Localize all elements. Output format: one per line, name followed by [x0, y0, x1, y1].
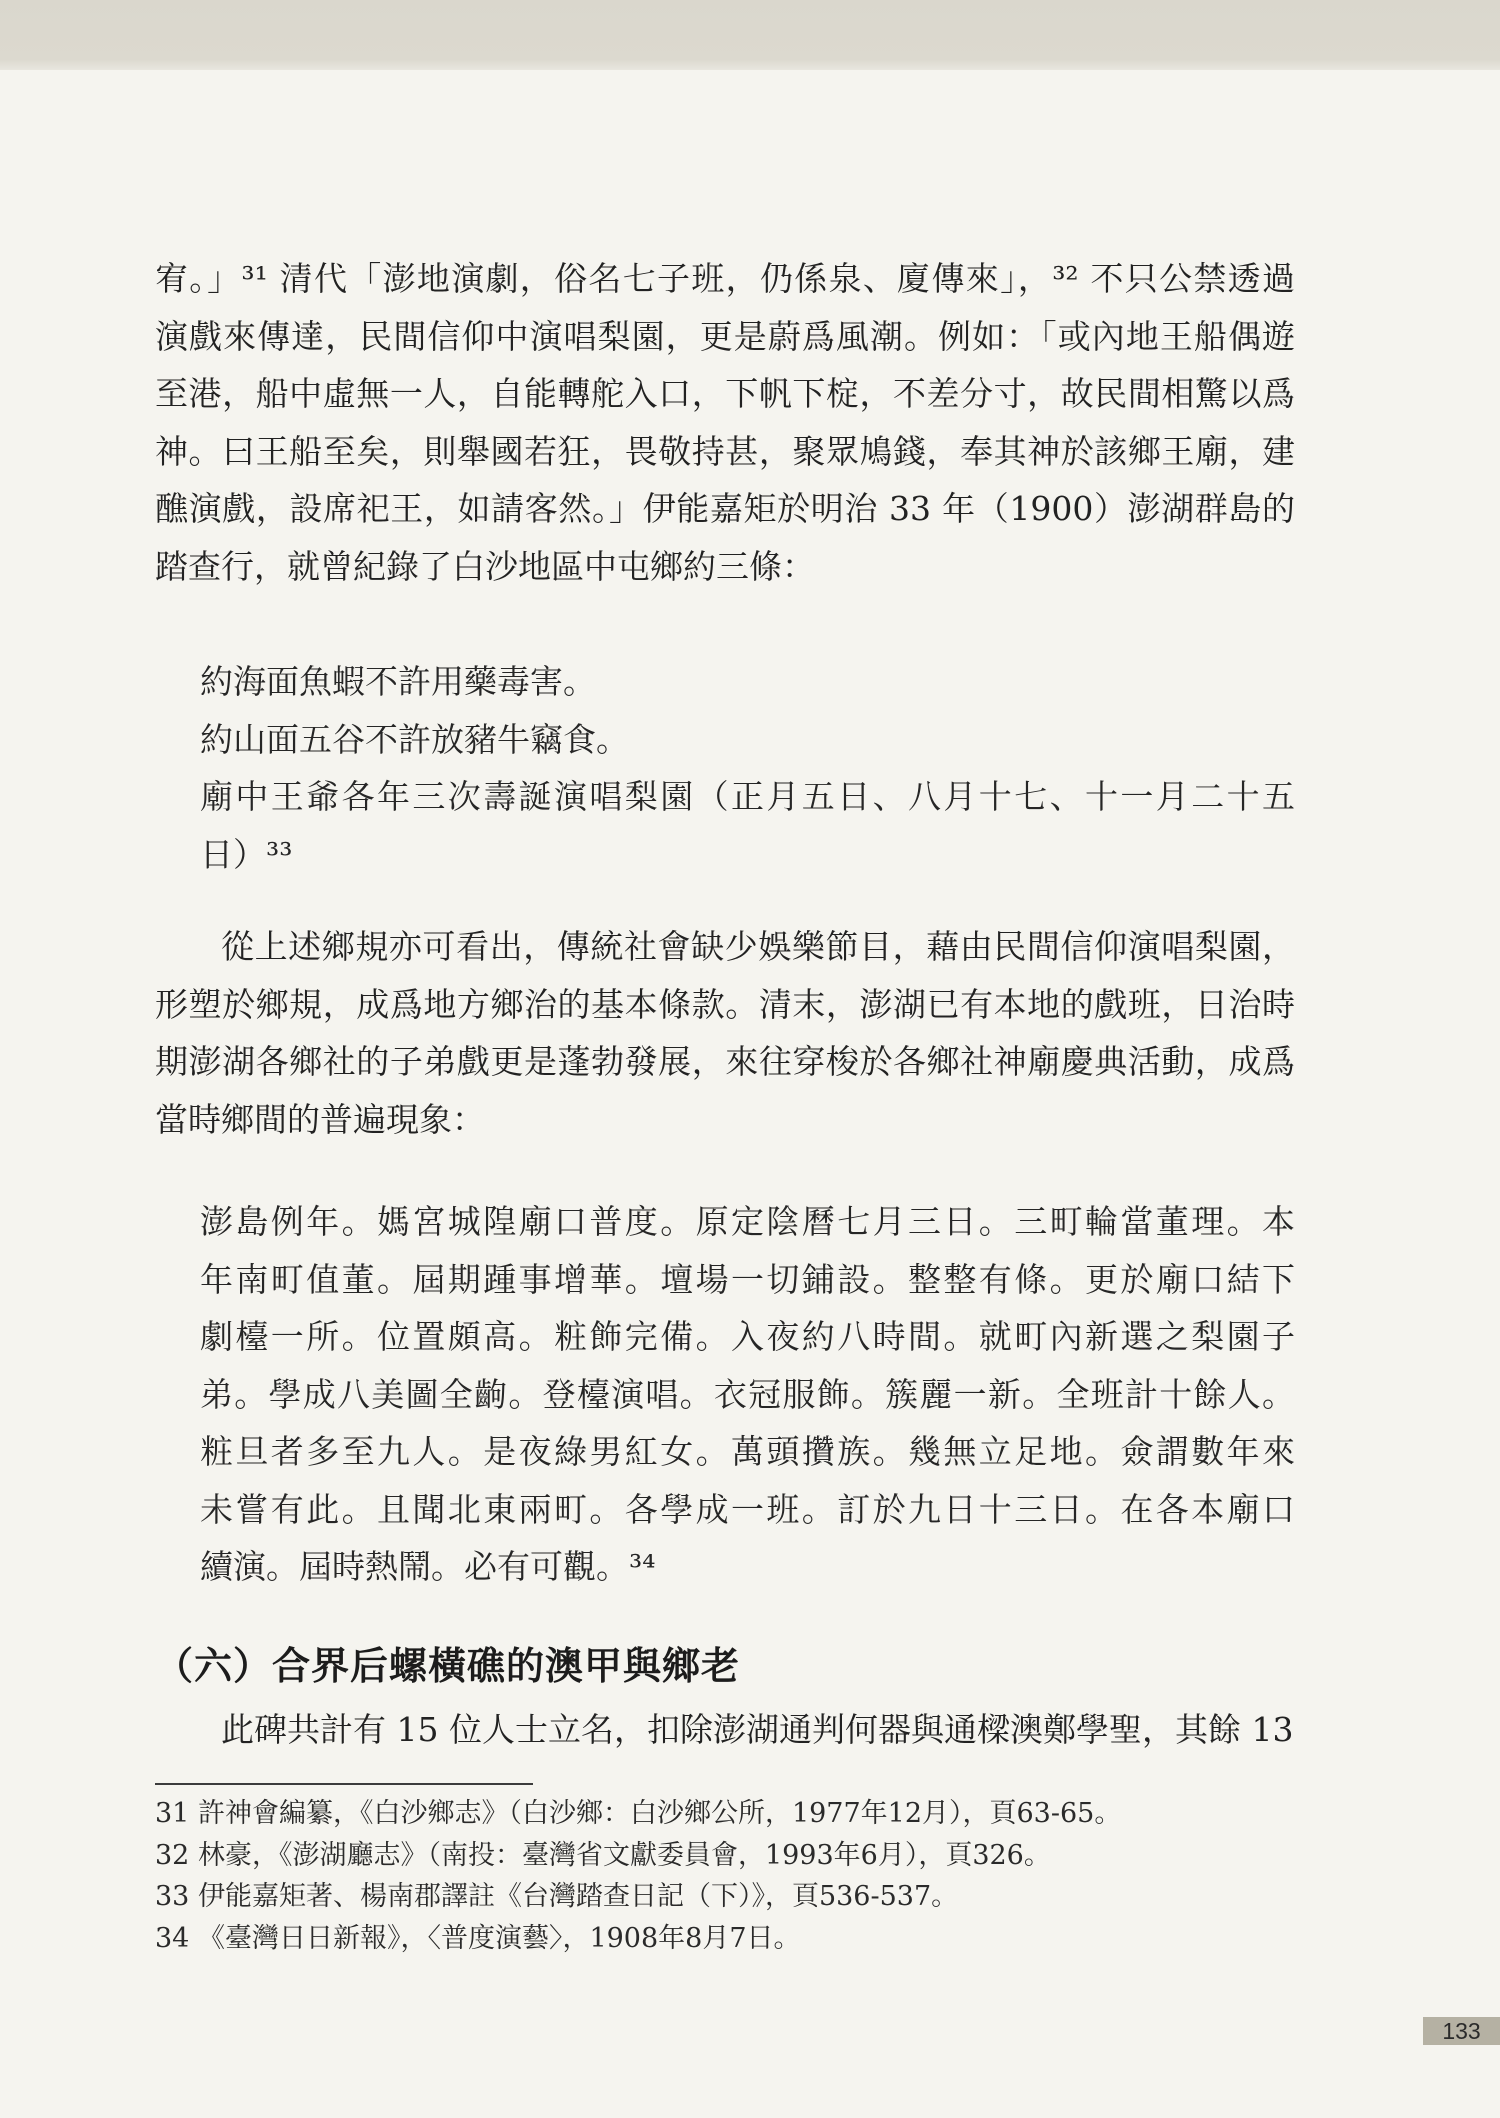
body-text-line: 醮演戲，設席祀王，如請客然。」伊能嘉矩於明治 33 年（1900）澎湖群島的 [155, 489, 1295, 528]
block-quote-village-rules [200, 653, 1295, 883]
body-text-line: 踏查行，就曾紀錄了白沙地區中屯鄉約三條： [155, 546, 815, 586]
quote-text-line: 日）³³ [200, 834, 293, 874]
body-text-line: 至港，船中虛無一人，自能轉舵入口，下帆下椗，不差分寸，故民間相驚以爲 [155, 374, 1295, 413]
quote-text-line: 粧旦者多至九人。是夜綠男紅女。萬頭攢族。幾無立足地。僉謂數年來 [200, 1432, 1295, 1471]
quote-text-line: 未嘗有此。且聞北東兩町。各學成一班。訂於九日十三日。在各本廟口 [200, 1489, 1295, 1529]
quote-text-line: 劇檯一所。位置頗高。粧飾完備。入夜約八時間。就町內新選之梨園子 [200, 1317, 1295, 1356]
body-text-line: 此碑共計有 15 位人士立名，扣除澎湖通判何器與通樑澳鄭學聖，其餘 13 [221, 1709, 1294, 1749]
paragraph-3 [155, 1701, 1295, 1759]
body-text-line: 神。曰王船至矣，則舉國若狂，畏敬持甚，聚眾鳩錢，奉其神於該鄉王廟，建 [155, 431, 1295, 471]
footnote-34: 34 《臺灣日日新報》，〈普度演藝〉，1908年8月7日。 [155, 1922, 801, 1954]
footnote-31: 31 許神會編纂，《白沙鄉志》（白沙鄉：白沙鄉公所，1977年12月），頁63-65。 [155, 1798, 1122, 1829]
quote-text-line: 年南町值董。屆期踵事增華。壇場一切鋪設。整整有條。更於廟口結下 [200, 1259, 1295, 1299]
scan-top-edge-band [0, 0, 1500, 70]
section-heading: （六）合界后螺橫礁的澳甲與鄉老 [155, 1645, 741, 1688]
footnote-separator [155, 1783, 533, 1785]
body-text-line: 宥。」³¹ 清代「澎地演劇，俗名七子班，仍係泉、廈傳來」，³² 不只公禁透過 [155, 259, 1295, 298]
quote-text-line: 澎島例年。媽宮城隍廟口普度。原定陰曆七月三日。三町輪當董理。本 [200, 1202, 1295, 1241]
page-number: 133 [1442, 2018, 1481, 2044]
quote-text-line: 弟。學成八美圖全齣。登檯演唱。衣冠服飾。簇麗一新。全班計十餘人。 [200, 1374, 1295, 1414]
footnotes-block [155, 1793, 1295, 1959]
quote-text-line: 約山面五谷不許放豬牛竊食。 [200, 719, 629, 759]
body-text-line: 從上述鄉規亦可看出，傳統社會缺少娛樂節目，藉由民間信仰演唱梨園， [221, 927, 1295, 966]
quote-text-line: 約海面魚蝦不許用藥毒害。 [200, 662, 596, 701]
paragraph-1 [155, 250, 1295, 595]
quote-text-line: 續演。屆時熱鬧。必有可觀。³⁴ [200, 1547, 656, 1586]
body-text-line: 期澎湖各鄉社的子弟戲更是蓬勃發展，來往穿梭於各鄉社神廟慶典活動，成爲 [155, 1042, 1295, 1081]
quote-text-line: 廟中王爺各年三次壽誕演唱梨園（正月五日、八月十七、十一月二十五 [200, 777, 1295, 816]
main-text-column [155, 250, 1295, 1959]
body-text-line: 形塑於鄉規，成爲地方鄉治的基本條款。清末，澎湖已有本地的戲班，日治時 [155, 984, 1295, 1024]
page-number-tab [1423, 2017, 1500, 2045]
block-quote-newspaper [200, 1193, 1295, 1596]
body-text-line: 當時鄉間的普遍現象： [155, 1099, 485, 1139]
paragraph-2 [155, 918, 1295, 1148]
footnote-33: 33 伊能嘉矩著、楊南郡譯註《台灣踏查日記（下）》，頁536-537。 [155, 1881, 959, 1912]
body-text-line: 演戲來傳達，民間信仰中演唱梨園，更是蔚爲風潮。例如：「或內地王船偶遊 [155, 316, 1295, 356]
footnote-32: 32 林豪，《澎湖廳志》（南投：臺灣省文獻委員會，1993年6月），頁326。 [155, 1839, 1051, 1871]
